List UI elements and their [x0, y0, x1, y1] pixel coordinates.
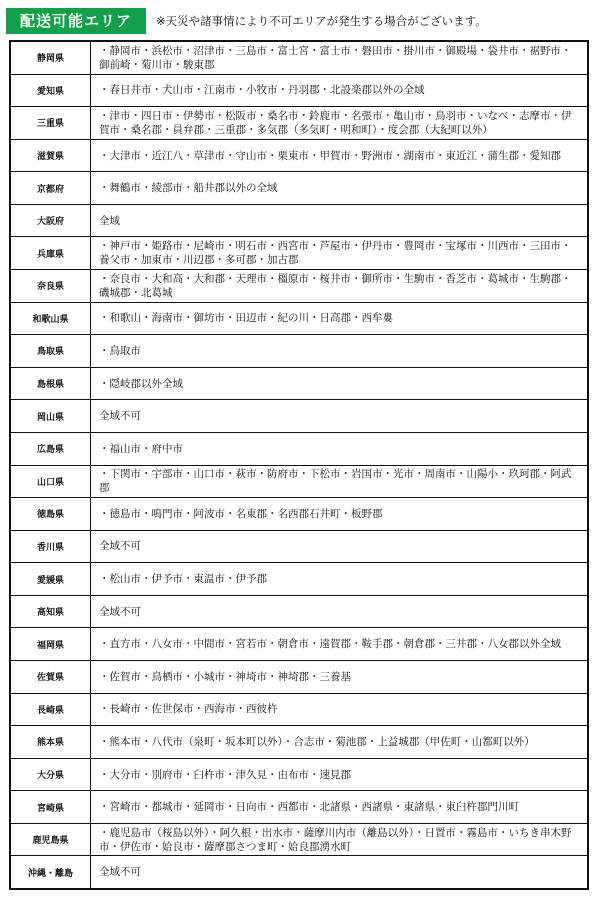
- prefecture-name: 奈良県: [11, 270, 91, 302]
- table-row: [11, 335, 587, 368]
- deliverable-areas: ・鹿児島市（桜島以外）・阿久根・出水市・薩摩川内市（離島以外）・日置市・霧島市・いちき串木野市・伊佐市・姶良市・薩摩郡さつま町・姶良郡湧水町: [99, 826, 572, 853]
- table-row: [11, 531, 587, 564]
- prefecture-name: 山口県: [11, 466, 91, 498]
- page-header: [6, 8, 594, 34]
- table-row: [11, 759, 587, 792]
- table-row: [11, 107, 587, 140]
- deliverable-areas: 全域不可: [99, 540, 141, 553]
- deliverable-areas: ・静岡市・浜松市・沼津市・三島市・富士宮・富士市・磐田市・掛川市・御殿場・袋井市・裾野市・御前崎・菊川市・駿東郡: [99, 44, 572, 71]
- prefecture-name: 宮崎県: [11, 791, 91, 823]
- table-row: [11, 172, 587, 205]
- prefecture-name: 大分県: [11, 759, 91, 791]
- deliverable-areas: ・福山市・府中市: [99, 442, 183, 455]
- deliverable-areas: ・宮崎市・都城市・延岡市・日向市・西都市・北諸県・西諸県・東諸県・東臼杵郡門川町: [99, 801, 519, 814]
- prefecture-name: 鹿児島県: [11, 824, 91, 856]
- deliverable-areas: 全域不可: [99, 866, 141, 879]
- prefecture-name: 愛媛県: [11, 563, 91, 595]
- prefecture-name: 広島県: [11, 433, 91, 465]
- deliverable-areas: ・下関市・宇部市・山口市・萩市・防府市・下松市・岩国市・光市・周南市・山陽小・玖珂郡・阿武郡: [99, 468, 572, 495]
- prefecture-name: 和歌山県: [11, 303, 91, 335]
- table-row: [11, 791, 587, 824]
- prefecture-name: 長崎県: [11, 694, 91, 726]
- delivery-area-table: [9, 40, 589, 890]
- deliverable-areas: ・舞鶴市・綾部市・船井郡以外の全域: [99, 182, 278, 195]
- deliverable-areas: ・春日井市・犬山市・江南市・小牧市・丹羽郡・北設楽郡以外の全域: [99, 84, 425, 97]
- prefecture-name: 三重県: [11, 107, 91, 139]
- table-row: [11, 824, 587, 857]
- delivery-area-title: 配送可能エリア: [6, 8, 146, 34]
- table-row: [11, 661, 587, 694]
- deliverable-areas: ・神戸市・姫路市・尼崎市・明石市・西宮市・芦屋市・伊丹市・豊岡市・宝塚市・川西市・三田市・養父市・加東市・川辺郡・多可郡・加古郡: [99, 240, 572, 267]
- table-row: [11, 237, 587, 270]
- prefecture-name: 京都府: [11, 172, 91, 204]
- prefecture-name: 滋賀県: [11, 140, 91, 172]
- table-row: [11, 596, 587, 629]
- deliverable-areas: ・奈良市・大和高・大和郡・天理市・橿原市・桜井市・御所市・生駒市・香芝市・葛城市・生駒郡・磯城郡・北葛城: [99, 272, 572, 299]
- prefecture-name: 香川県: [11, 531, 91, 563]
- prefecture-name: 沖縄・離島: [11, 856, 91, 888]
- prefecture-name: 徳島県: [11, 498, 91, 530]
- deliverable-areas: ・津市・四日市・伊勢市・松阪市・桑名市・鈴鹿市・名張市・亀山市・鳥羽市・いなべ・志摩市・伊賀市・桑名郡・員弁郡・三重郡・多気郡（多気町・明和町）・度会郡（大紀町以外）: [99, 109, 572, 136]
- deliverable-areas: ・熊本市・八代市（泉町・坂本町以外）・合志市・菊池郡・上益城郡（甲佐町・山都町以外）: [99, 735, 535, 748]
- prefecture-name: 高知県: [11, 596, 91, 628]
- deliverable-areas: ・隠岐郡以外全域: [99, 377, 183, 390]
- prefecture-name: 島根県: [11, 368, 91, 400]
- deliverable-areas: ・和歌山・海南市・御坊市・田辺市・紀の川・日高郡・西牟婁: [99, 312, 393, 325]
- table-row: [11, 466, 587, 499]
- prefecture-name: 熊本県: [11, 726, 91, 758]
- table-row: [11, 42, 587, 75]
- prefecture-name: 静岡県: [11, 42, 91, 74]
- table-row: [11, 270, 587, 303]
- table-row: [11, 433, 587, 466]
- table-row: [11, 694, 587, 727]
- deliverable-areas: 全域不可: [99, 605, 141, 618]
- table-row: [11, 205, 587, 238]
- deliverable-areas: ・直方市・八女市・中間市・宮若市・朝倉市・遠賀郡・鞍手郡・朝倉郡・三井郡・八女郡以外全域: [99, 638, 561, 651]
- deliverable-areas: ・大分市・別府市・臼杵市・津久見・由布市・速見郡: [99, 768, 351, 781]
- prefecture-name: 鳥取県: [11, 335, 91, 367]
- prefecture-name: 大阪府: [11, 205, 91, 237]
- table-row: [11, 400, 587, 433]
- deliverable-areas: ・大津市・近江八・草津市・守山市・栗東市・甲賀市・野洲市・湖南市・東近江・蒲生郡・愛知郡: [99, 149, 561, 162]
- deliverable-areas: ・鳥取市: [99, 344, 141, 357]
- deliverable-areas: 全域: [99, 214, 120, 227]
- table-row: [11, 75, 587, 108]
- prefecture-name: 愛知県: [11, 75, 91, 107]
- prefecture-name: 佐賀県: [11, 661, 91, 693]
- table-row: [11, 303, 587, 336]
- disclaimer-note: ※天災や諸事情により不可エリアが発生する場合がございます。: [156, 14, 487, 28]
- table-row: [11, 368, 587, 401]
- deliverable-areas: ・佐賀市・鳥栖市・小城市・神埼市・神埼郡・三養基: [99, 670, 351, 683]
- prefecture-name: 兵庫県: [11, 237, 91, 269]
- prefecture-name: 福岡県: [11, 628, 91, 660]
- table-row: [11, 628, 587, 661]
- table-row: [11, 563, 587, 596]
- deliverable-areas: ・松山市・伊予市・東温市・伊予郡: [99, 573, 267, 586]
- table-row: [11, 498, 587, 531]
- deliverable-areas: 全域不可: [99, 410, 141, 423]
- table-row: [11, 726, 587, 759]
- table-row: [11, 856, 587, 888]
- deliverable-areas: ・長崎市・佐世保市・西海市・西彼杵: [99, 703, 278, 716]
- table-row: [11, 140, 587, 173]
- prefecture-name: 岡山県: [11, 400, 91, 432]
- deliverable-areas: ・徳島市・鳴門市・阿波市・名東郡・名西郡石井町・板野郡: [99, 507, 383, 520]
